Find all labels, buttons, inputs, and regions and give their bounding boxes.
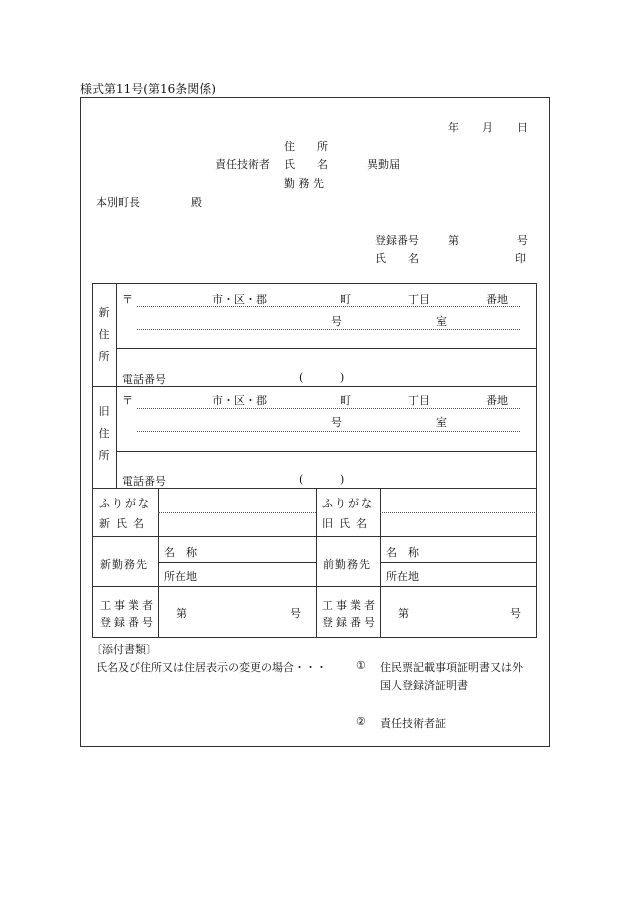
- prev-contractor-go: 号: [510, 607, 521, 620]
- new-banchi-label: 番地: [486, 293, 508, 306]
- new-workplace-location-label: 所在地: [164, 570, 197, 583]
- new-town-label: 町: [340, 293, 351, 306]
- old-chome-label: 丁目: [408, 394, 430, 407]
- registration-dai: 第: [448, 234, 459, 247]
- date-month: 月: [482, 121, 493, 134]
- old-phone-paren-open: (: [299, 473, 304, 486]
- old-city-label: 市・区・郡: [212, 394, 267, 407]
- new-phone-paren-close: ): [340, 371, 345, 384]
- prev-contractor-label-1: 工事業者: [322, 599, 378, 612]
- old-town-label: 町: [340, 394, 351, 407]
- new-contractor-label-1: 工事業者: [100, 599, 156, 612]
- new-chome-label: 丁目: [408, 293, 430, 306]
- new-city-label: 市・区・郡: [212, 293, 267, 306]
- prev-workplace-label: 前勤務先: [323, 558, 371, 571]
- new-furigana-label: ふりがな: [99, 497, 151, 510]
- prev-workplace-name-label: 名 称: [386, 546, 419, 559]
- header-role: 責任技術者: [215, 158, 270, 171]
- old-furigana-label: ふりがな: [322, 497, 374, 510]
- header-name-label: 氏 名: [284, 158, 328, 171]
- new-go-label: 号: [331, 315, 342, 328]
- attachment-2-text: 責任技術者証: [380, 717, 446, 730]
- new-room-label: 室: [436, 315, 447, 328]
- old-address-label: 旧住所: [98, 405, 110, 462]
- registration-go: 号: [517, 234, 528, 247]
- new-name-label: 新氏名: [99, 517, 150, 530]
- old-name-label: 旧氏名: [322, 517, 373, 530]
- attachment-1-line-1: 住民票記載事項証明書又は外: [380, 661, 523, 674]
- date-day: 日: [517, 121, 528, 134]
- form-number: 様式第11号(第16条関係): [80, 82, 216, 96]
- new-address-label: 新住所: [98, 306, 110, 363]
- new-workplace-label: 新勤務先: [100, 558, 148, 571]
- header-workplace-label: 勤 務 先: [284, 177, 324, 190]
- old-phone-label: 電話番号: [122, 475, 166, 488]
- old-banchi-label: 番地: [486, 394, 508, 407]
- seal-mark: 印: [515, 252, 526, 265]
- attachments-condition: 氏名及び住所又は住居表示の変更の場合・・・: [96, 661, 327, 674]
- new-contractor-dai: 第: [176, 607, 187, 620]
- new-postal-mark: 〒: [122, 293, 133, 306]
- old-phone-paren-close: ): [340, 473, 345, 486]
- old-go-label: 号: [331, 416, 342, 429]
- prev-contractor-dai: 第: [398, 607, 409, 620]
- attachment-2-number: ②: [356, 715, 366, 728]
- addressee-honorific: 殿: [191, 196, 202, 209]
- old-room-label: 室: [436, 416, 447, 429]
- new-contractor-go: 号: [290, 607, 301, 620]
- new-phone-paren-open: (: [299, 371, 304, 384]
- date-year: 年: [448, 121, 459, 134]
- registration-name-label: 氏 名: [375, 252, 419, 265]
- new-contractor-label-2: 登録番号: [100, 616, 156, 629]
- document-title: 異動届: [367, 158, 400, 171]
- attachment-1-number: ①: [356, 659, 366, 672]
- old-postal-mark: 〒: [122, 394, 133, 407]
- prev-workplace-location-label: 所在地: [386, 570, 419, 583]
- attachments-heading: 〔添付書類〕: [91, 643, 157, 656]
- header-address-label: 住 所: [284, 140, 328, 153]
- attachment-1-line-2: 国人登録済証明書: [380, 679, 468, 692]
- prev-contractor-label-2: 登録番号: [322, 616, 378, 629]
- registration-number-label: 登録番号: [375, 234, 419, 247]
- new-phone-label: 電話番号: [122, 373, 166, 386]
- new-workplace-name-label: 名 称: [164, 546, 197, 559]
- addressee-name: 本別町長: [96, 196, 140, 209]
